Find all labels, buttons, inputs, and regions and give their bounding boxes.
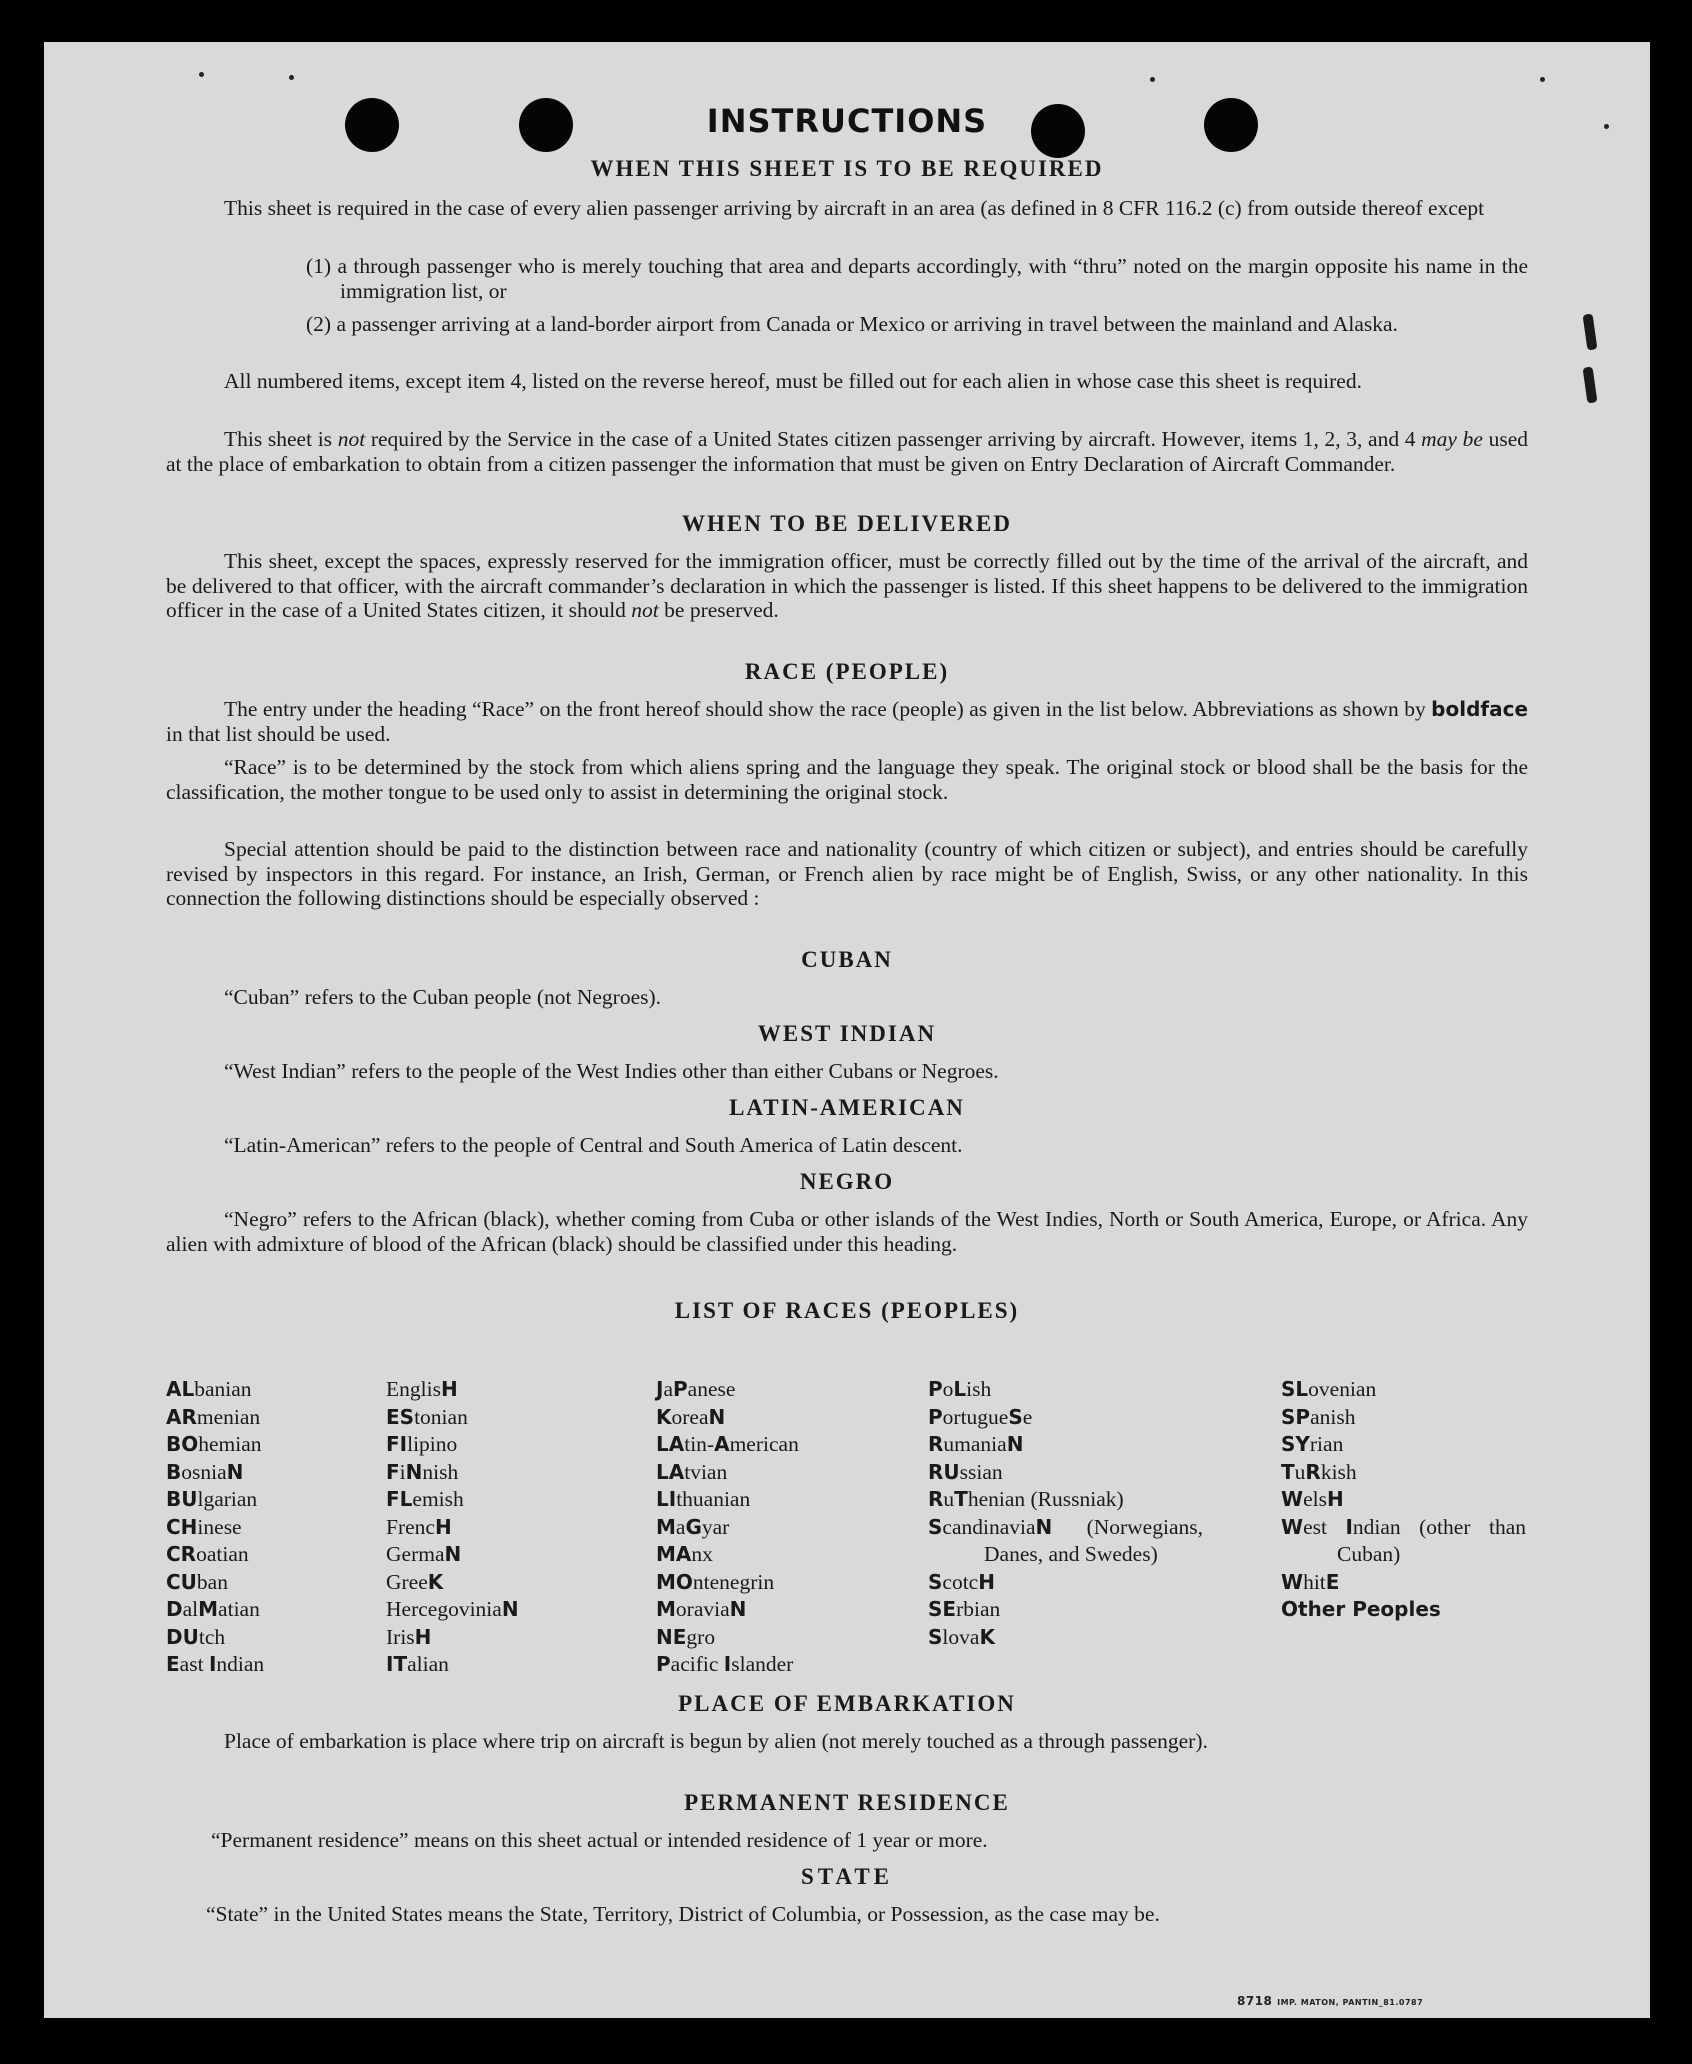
race-entry: DUtch bbox=[166, 1624, 226, 1649]
race-entry: EStonian bbox=[386, 1404, 468, 1429]
paragraph-delivery: This sheet, except the spaces, expressly reserved for the immigration officer, must be correctly filled out by the time of the arrival of the aircraft, and be delivered to that officer, with the aircraft commander’s declaration in which the passenger is listed. If this sheet happens to be delivered to the immigration officer in the case of a United States citizen, it should not be preserved. bbox=[166, 549, 1528, 622]
race-entry: RumaniaN bbox=[928, 1432, 1024, 1456]
heading-west-indian: WEST INDIAN bbox=[757, 1021, 937, 1046]
paragraph-race-entry: The entry under the heading “Race” on the front hereof should show the race (people) as given in the list below. Abbreviations as shown by boldface in that list should be used. bbox=[166, 697, 1529, 746]
exception-list bbox=[306, 254, 1528, 337]
paragraph-required-intro: This sheet is required in the case of every alien passenger arriving by aircraft in an area (as defined in 8 CFR 116.2 (c) from outside thereof except bbox=[224, 196, 1485, 220]
race-entry: RuThenian (Russniak) bbox=[928, 1487, 1124, 1511]
race-entry: GreeK bbox=[386, 1569, 444, 1594]
exception-item-1: (1) a through passenger who is merely touching that area and departs accordingly, with “thru” noted on the margin opposite his name in the immigration list, or bbox=[306, 254, 1528, 303]
race-column bbox=[1281, 1376, 1526, 1624]
race-entry: EnglisH bbox=[386, 1377, 458, 1401]
race-entry: RUssian bbox=[928, 1459, 1003, 1484]
race-entry: PoLish bbox=[928, 1377, 992, 1401]
race-entry: West Indian (other than Cuban) bbox=[1281, 1514, 1526, 1566]
race-column bbox=[656, 1376, 896, 1679]
race-entry: WelsH bbox=[1281, 1487, 1344, 1511]
race-entry: FrencH bbox=[386, 1514, 452, 1539]
race-entry: DalMatian bbox=[166, 1597, 260, 1621]
form-number-imprint: 8718 IMP. MATON, PANTIN_81.0787 bbox=[1237, 1994, 1424, 2008]
race-entry: ScotcH bbox=[928, 1569, 995, 1594]
speck bbox=[199, 72, 204, 77]
heading-list-of-races: LIST OF RACES (PEOPLES) bbox=[674, 1298, 1020, 1323]
race-entry: BosniaN bbox=[166, 1459, 244, 1484]
speck bbox=[289, 75, 294, 80]
paragraph-negro: “Negro” refers to the African (black), whether coming from Cuba or other islands of the West Indies, North or South America, Europe, or Africa. Any alien with admixture of blood of the African (black) should be classified under this heading. bbox=[166, 1207, 1528, 1256]
race-entry: FLemish bbox=[386, 1487, 464, 1511]
paragraph-latin-american: “Latin-American” refers to the people of Central and South America of Latin descent. bbox=[224, 1133, 963, 1157]
race-entry: SErbian bbox=[928, 1597, 1001, 1621]
heading-cuban: CUBAN bbox=[801, 947, 893, 972]
race-entry: MaGyar bbox=[656, 1514, 730, 1539]
race-entry: MoraviaN bbox=[656, 1597, 747, 1621]
race-entry: MAnx bbox=[656, 1542, 713, 1566]
race-entry: GermaN bbox=[386, 1542, 462, 1566]
race-entry: ITalian bbox=[386, 1652, 449, 1676]
race-entry: ScandinaviaN (Norwegians, Danes, and Swedes) bbox=[928, 1514, 1203, 1566]
paragraph-citizen: This sheet is not required by the Service in the case of a United States citizen passenger arriving by aircraft. However, items 1, 2, 3, and 4 may be used at the place of embarkation to obtain from a citizen passenger the information that must be given on Entry Declaration of Aircraft Commander. bbox=[166, 427, 1528, 476]
race-entry: LAtvian bbox=[656, 1459, 728, 1484]
race-entry: ARmenian bbox=[166, 1404, 261, 1429]
race-entry: ALbanian bbox=[166, 1377, 252, 1401]
race-entry: Pacific Islander bbox=[656, 1652, 794, 1676]
race-entry: BOhemian bbox=[166, 1432, 262, 1456]
race-entry: TuRkish bbox=[1281, 1459, 1357, 1484]
race-entry: CUban bbox=[166, 1569, 228, 1594]
race-column bbox=[386, 1376, 606, 1679]
race-entry: WhitE bbox=[1281, 1569, 1340, 1594]
heading-negro: NEGRO bbox=[799, 1169, 895, 1194]
race-entry: CHinese bbox=[166, 1514, 242, 1539]
margin-mark bbox=[1583, 366, 1598, 403]
heading-permanent-residence: PERMANENT RESIDENCE bbox=[684, 1790, 1010, 1815]
paragraph-west-indian: “West Indian” refers to the people of the West Indies other than either Cubans or Negroes. bbox=[224, 1059, 999, 1083]
heading-state: STATE bbox=[800, 1864, 893, 1889]
heading-race: RACE (PEOPLE) bbox=[744, 659, 950, 684]
race-entry: Other Peoples bbox=[1281, 1597, 1441, 1621]
paragraph-race-stock: “Race” is to be determined by the stock from which aliens spring and the language they speak. The original stock or blood shall be the basis for the classification, the mother tongue to be used only to assist in determining the original stock. bbox=[166, 755, 1528, 804]
margin-mark bbox=[1583, 313, 1598, 350]
race-entry: CRoatian bbox=[166, 1542, 249, 1566]
race-entry: MOntenegrin bbox=[656, 1569, 775, 1594]
heading-latin-american: LATIN-AMERICAN bbox=[729, 1095, 965, 1120]
race-entry: SlovaK bbox=[928, 1624, 995, 1649]
race-entry: SYrian bbox=[1281, 1432, 1344, 1456]
race-entry: SLovenian bbox=[1281, 1377, 1377, 1401]
speck bbox=[1540, 77, 1545, 82]
heading-place-of-embarkation: PLACE OF EMBARKATION bbox=[678, 1691, 1016, 1716]
heading-when-required: WHEN THIS SHEET IS TO BE REQUIRED bbox=[590, 156, 1104, 181]
paragraph-permanent-residence: “Permanent residence” means on this sheet actual or intended residence of 1 year or more. bbox=[211, 1828, 988, 1852]
page-title: INSTRUCTIONS bbox=[706, 102, 988, 140]
paragraph-cuban: “Cuban” refers to the Cuban people (not Negroes). bbox=[224, 985, 662, 1009]
exception-item-2: (2) a passenger arriving at a land-border airport from Canada or Mexico or arriving in travel between the mainland and Alaska. bbox=[306, 312, 1398, 336]
paragraph-state: “State” in the United States means the State, Territory, District of Columbia, or Possession, as the case may be. bbox=[206, 1902, 1160, 1926]
race-entry: PortugueSe bbox=[928, 1404, 1033, 1429]
race-column bbox=[166, 1376, 366, 1679]
race-entry: FiNnish bbox=[386, 1459, 459, 1484]
paragraph-race-nationality: Special attention should be paid to the distinction between race and nationality (country of which citizen or subject), and entries should be carefully revised by inspectors in this regard. For instance, an Irish, German, or French alien by race might be of English, Swiss, or any other nationality. In this connection the following distinctions should be especially observed : bbox=[166, 837, 1528, 910]
race-entry: KoreaN bbox=[656, 1404, 726, 1429]
race-entry: IrisH bbox=[386, 1624, 432, 1649]
paragraph-embarkation: Place of embarkation is place where trip on aircraft is begun by alien (not merely touched as a through passenger). bbox=[224, 1729, 1208, 1753]
paragraph-numbered-items: All numbered items, except item 4, listed on the reverse hereof, must be filled out for each alien in whose case this sheet is required. bbox=[224, 369, 1362, 393]
speck bbox=[1604, 124, 1609, 129]
race-entry: HercegoviniaN bbox=[386, 1597, 519, 1621]
race-entry: JaPanese bbox=[656, 1377, 736, 1401]
speck bbox=[1150, 77, 1155, 82]
heading-when-delivered: WHEN TO BE DELIVERED bbox=[682, 511, 1012, 536]
document-sheet bbox=[44, 42, 1650, 2018]
race-entry: NEgro bbox=[656, 1624, 716, 1649]
race-entry: BUlgarian bbox=[166, 1487, 258, 1511]
race-entry: SPanish bbox=[1281, 1404, 1356, 1429]
race-column bbox=[928, 1376, 1203, 1651]
race-entry: FIlipino bbox=[386, 1432, 458, 1456]
race-entry: East Indian bbox=[166, 1652, 265, 1676]
race-entry: LAtin-American bbox=[656, 1432, 799, 1456]
race-entry: LIthuanian bbox=[656, 1487, 751, 1511]
